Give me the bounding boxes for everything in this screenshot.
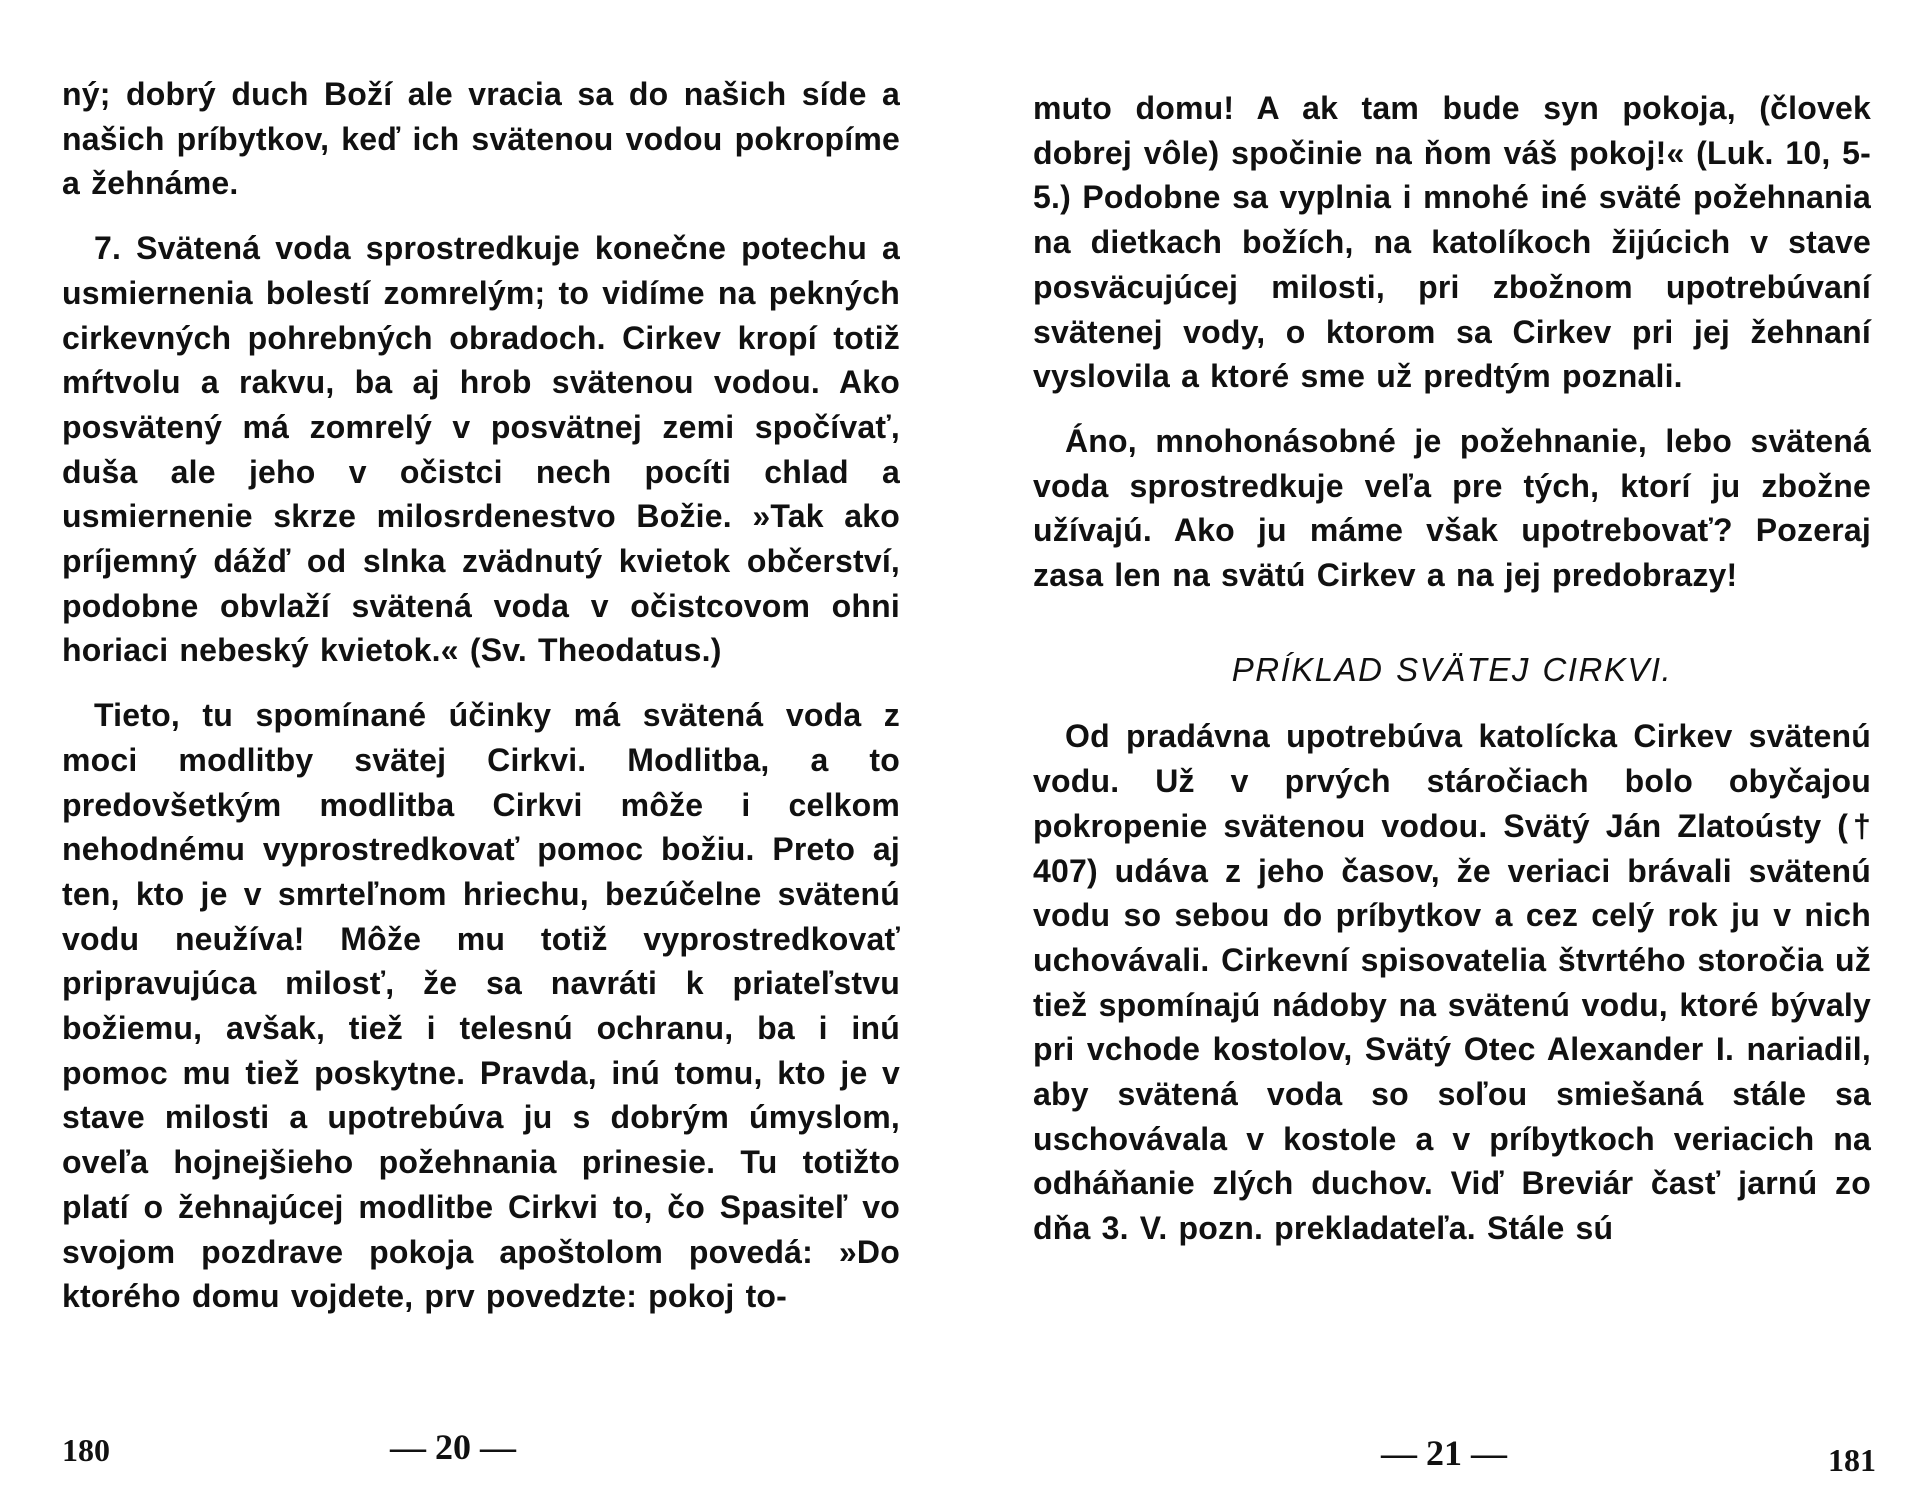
left-paragraph-3: Tieto, tu spomínané účinky má svätená voda z moci modlitby svätej Cirkvi. Modlitba, a to predovšetkým modlitba Cirkvi môže i celkom nehodnému vyprostredkovať pomoc božiu. Preto aj ten, kto je v smrteľnom hriechu, bezúčelne svätenú vodu neužíva! Môže mu totiž vyprostredkovať pripravujúca milosť, že sa navráti k priateľstvu božiemu, avšak, tiež i telesnú ochranu, ba i inú pomoc mu tiež poskytne. Pravda, inú tomu, kto je v stave milosti a upotrebúva ju s dobrým úmyslom, oveľa hojnejšieho požehnania prinesie. Tu totižto platí o žehnajúcej modlitbe Cirkvi to, čo Spasiteľ vo svojom pozdrave pokoja apoštolom povedá: »Do ktorého domu vojdete, prv povedzte: pokoj to-	[62, 697, 900, 1315]
left-text-column	[62, 72, 900, 1319]
right-book-page-number: 181	[1828, 1442, 1876, 1478]
left-paragraph-1: ný; dobrý duch Boží ale vracia sa do našich síde a našich príbytkov, keď ich svätenou vodou pokropíme a žehnáme.	[62, 76, 900, 202]
right-text-column	[1033, 86, 1871, 1251]
right-center-page-number: — 21 —	[1381, 1433, 1507, 1473]
right-paragraph-1: muto domu! A ak tam bude syn pokoja, (človek dobrej vôle) spočinie na ňom váš pokoj!« (Luk. 10, 5-5.) Podobne sa vyplnia i mnohé iné sväté požehnania na dietkach božích, na katolíkoch žijúcich v stave posväcujúcej milosti, pri zbožnom upotrebúvaní svätenej vody, o ktorom sa Cirkev pri jej žehnaní vyslovila a ktoré sme už predtým poznali.	[1033, 90, 1871, 395]
left-paragraph-2: 7. Svätená voda sprostredkuje konečne potechu a usmiernenia bolestí zomrelým; to vidíme na pekných cirkevných pohrebných obradoch. Cirkev kropí totiž mŕtvolu a rakvu, ba aj hrob svätenou vodou. Ako posvätený má zomrelý v posvätnej zemi spočívať, duša ale jeho v očistci nech pocíti chlad a usmiernenie skrze milosrdenestvo Božie. »Tak ako príjemný dážď od slnka zvädnutý kvietok občerství, podobne obvlaží svätená voda v očistcovom ohni horiaci nebeský kvietok.« (Sv. Theodatus.)	[62, 230, 900, 669]
left-center-page-number: — 20 —	[390, 1427, 516, 1467]
left-book-page-number: 180	[62, 1432, 110, 1468]
section-heading: PRÍKLAD SVÄTEJ CIRKVI.	[1231, 650, 1673, 688]
right-paragraph-3: Od pradávna upotrebúva katolícka Cirkev svätenú vodu. Už v prvých stáročiach bolo obyčajou pokropenie svätenou vodou. Svätý Ján Zlatoústy († 407) udáva z jeho časov, že veriaci brávali svätenú vodu so sebou do príbytkov a cez celý rok ju v nich uchovávali. Cirkevní spisovatelia štvrtého storočia už tiež spomínajú nádoby na svätenú vodu, ktoré bývaly pri vchode kostolov, Svätý Otec Alexander I. nariadil, aby svätená voda so soľou smiešaná stále sa uschovávala v kostole a v príbytkoch veriacich na odháňanie zlých duchov. Viď Breviár časť jarnú zo dňa 3. V. pozn. prekladateľa. Stále sú	[1033, 718, 1871, 1247]
right-page	[961, 0, 1922, 1500]
right-paragraph-2: Áno, mnohonásobné je požehnanie, lebo svätená voda sprostredkuje veľa pre tých, ktorí ju zbožne užívajú. Ako ju máme však upotrebovať? Pozeraj zasa len na svätú Cirkev a na jej predobrazy!	[1033, 422, 1871, 594]
